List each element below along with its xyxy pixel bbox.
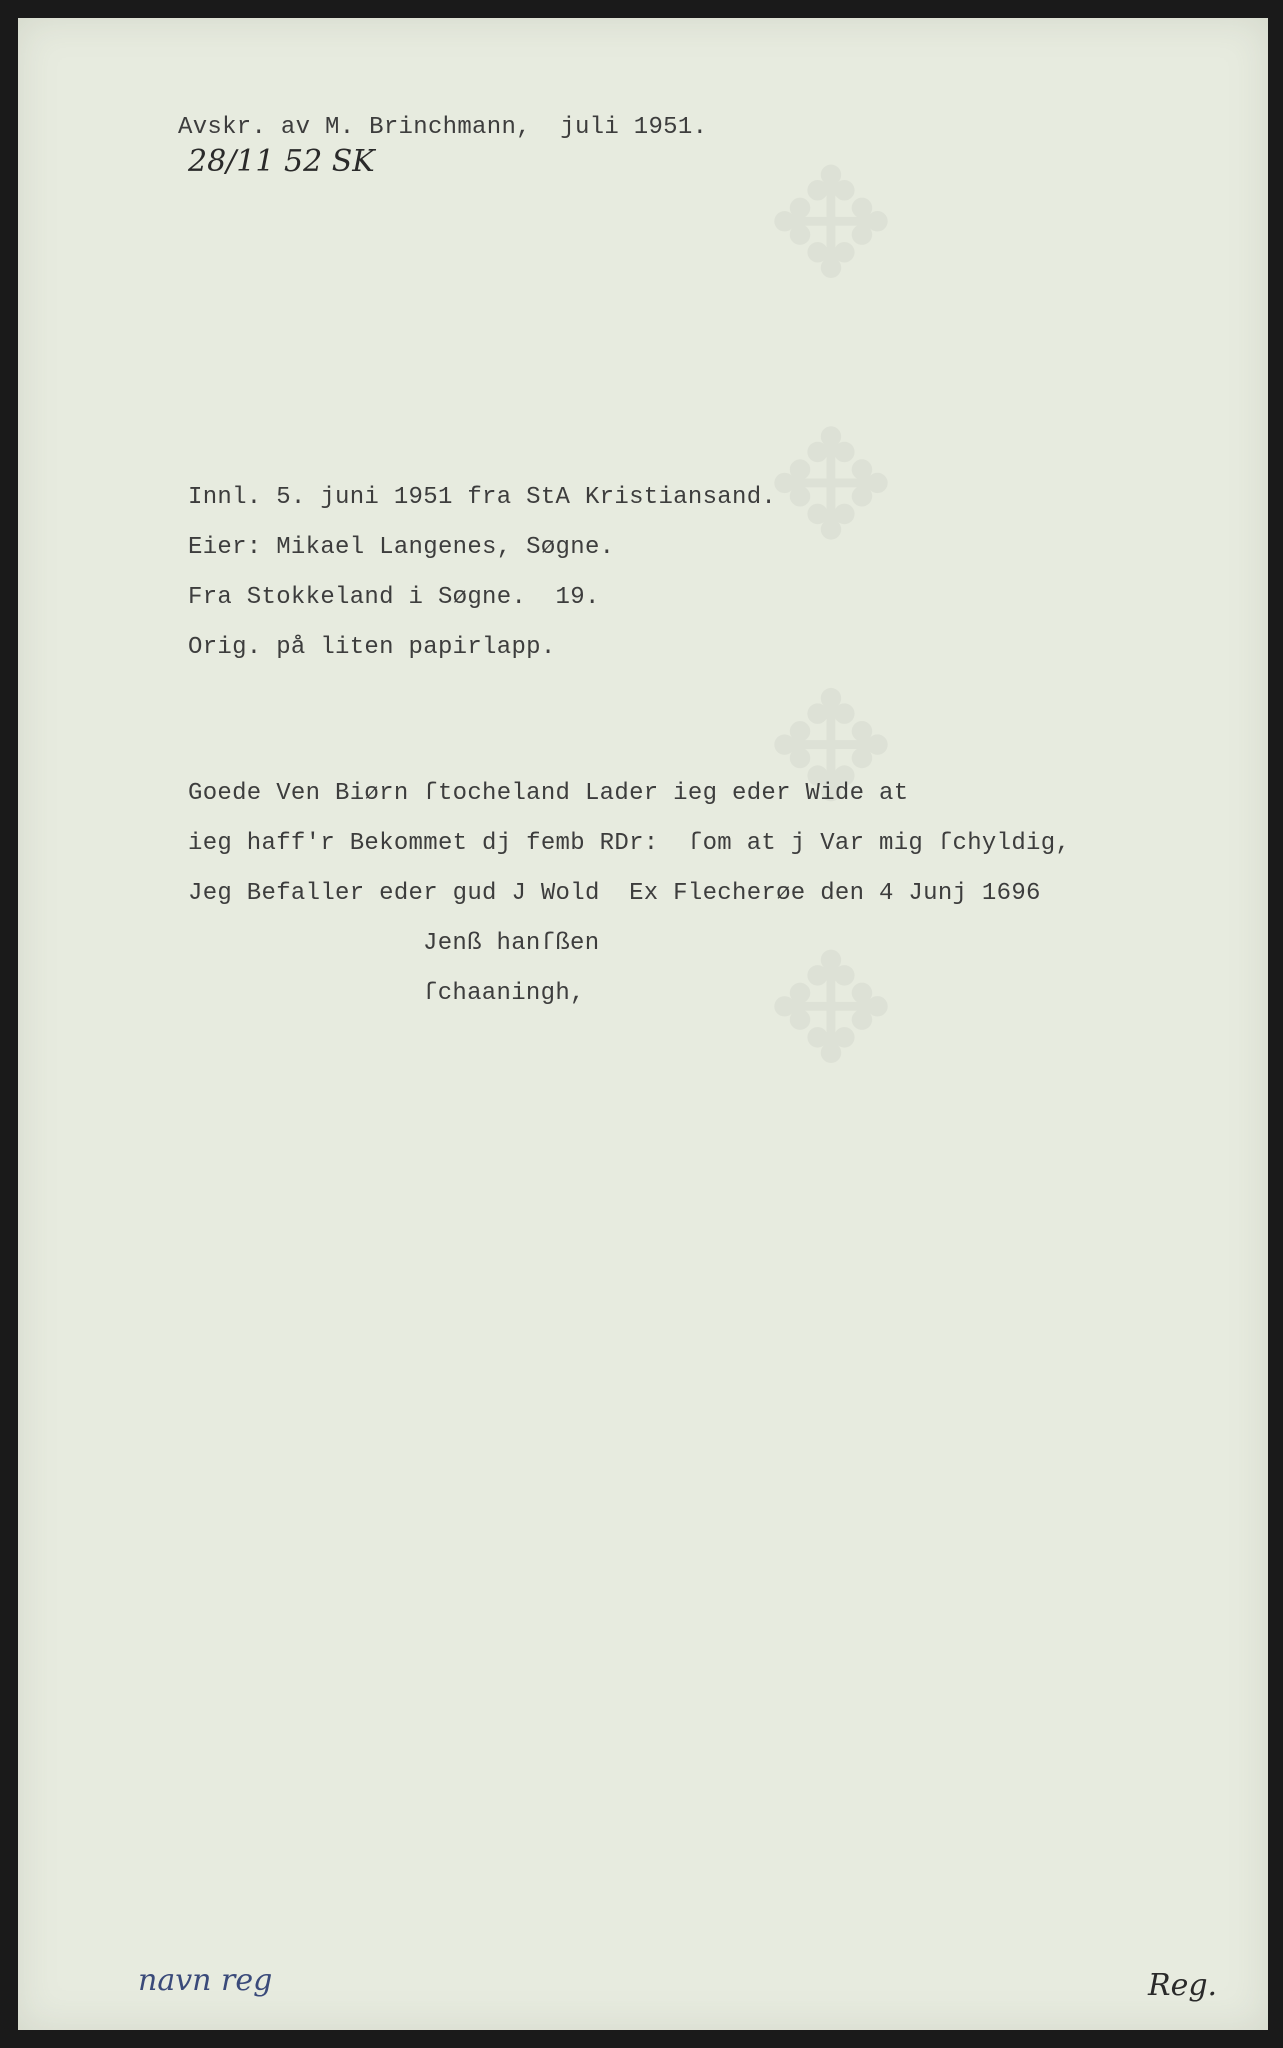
document-page (18, 18, 1268, 2030)
letter-line-1: Goede Ven Biørn ſtocheland Lader ieg eder Wide at (188, 780, 909, 807)
bleed-through-shadow: ✥ ✥ ✥ ✥ (744, 138, 918, 1118)
metadata-line-original: Orig. på liten papirlapp. (188, 634, 556, 661)
metadata-line-owner: Eier: Mikael Langenes, Søgne. (188, 534, 615, 561)
signature-name: Jenß hanſßen (423, 930, 600, 957)
metadata-line-origin: Fra Stokkeland i Søgne. 19. (188, 584, 600, 611)
letter-line-2: ieg haff'r Bekommet dj femb RDr: ſom at j Var mig ſchyldig, (188, 830, 1071, 857)
handwritten-name-register-note: navn reg (138, 1963, 273, 1998)
signature-surname: ſchaaningh, (423, 980, 585, 1007)
handwritten-register-mark: Reg. (1148, 1968, 1218, 2003)
metadata-line-received: Innl. 5. juni 1951 fra StA Kristiansand. (188, 484, 777, 511)
letter-line-3: Jeg Befaller eder gud J Wold Ex Flecherøe den 4 Junj 1696 (188, 880, 1041, 907)
transcription-note: Avskr. av M. Brinchmann, juli 1951. (178, 114, 708, 141)
handwritten-date: 28/11 52 SK (188, 144, 375, 179)
